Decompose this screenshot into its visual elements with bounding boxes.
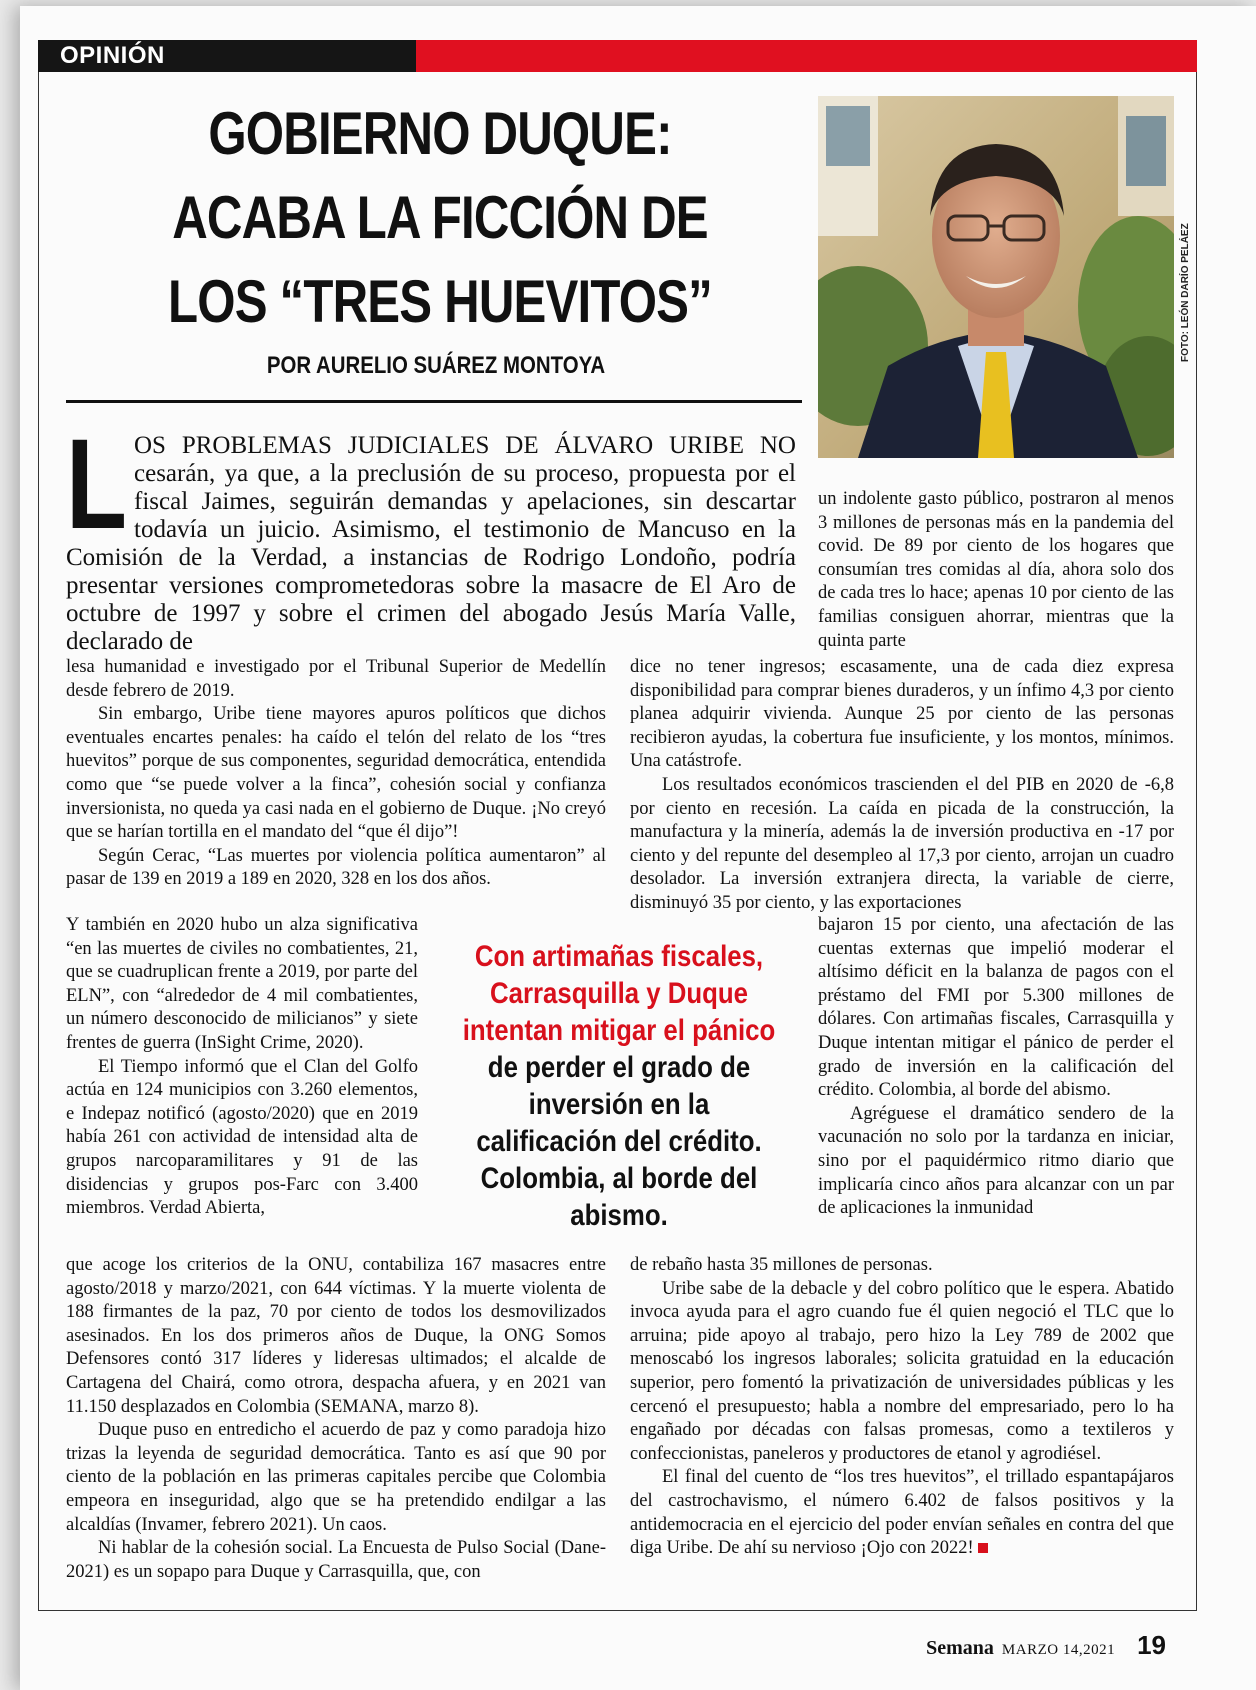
paragraph: Según Cerac, “Las muertes por violencia política aumentaron” al pasar de 139 en 2019 a 189 en 2020, 328 en los dos años. [66,845,606,890]
paragraph: un indolente gasto público, postraron al menos 3 millones de personas más en la pandemia del covid. De 89 por ciento de los hogares que consumían tres comidas al día, ahora solo dos de cada tres lo hace; apenas 10 por ciento de las familias consiguen ahorrar, mientras que la quinta parte [818,489,1174,651]
end-mark-icon [978,1543,988,1553]
paragraph: Y también en 2020 hubo un alza significativa “en las muertes de civiles no combatientes, 21, que se cuadruplican frente a 2019, por parte del ELN”, con “alrededor de 4 mil combatientes, un número desconocido de milicianos” y siete frentes de guerra (InSight Crime, 2020). [66,915,418,1053]
paragraph: Sin embargo, Uribe tiene mayores apuros políticos que dichos eventuales encartes penales: ha caído el telón del relato de los “tres huevitos” porque de sus componentes, seguridad democrática, entendida como que “se puede volver a la finca”, cohesión social y confianza inversionista, no queda ya casi nada en el gobierno de Duque. ¡No creyó que se harían tortilla en el mandato del “que él dijo”! [66,704,606,843]
section-label: OPINIÓN [38,40,416,72]
magazine-name: Semana [926,1637,994,1659]
pull-quote [462,938,777,1234]
headline-line-1: GOBIERNO DUQUE: [208,100,672,167]
paragraph: lesa humanidad e investigado por el Tribunal Superior de Medellín desde febrero de 2019. [66,657,606,701]
paragraph: Ni hablar de la cohesión social. La Encuesta de Pulso Social (Dane-2021) es un sopapo para Duque y Carrasquilla, que, con [66,1538,606,1582]
pull-quote-highlight: Con artimañas fiscales, Carrasquilla y Duque intentan mitigar el pánico [462,940,776,1047]
byline-rule [66,400,802,403]
column-right-bottom [630,1254,1174,1561]
author-portrait-image [818,96,1174,458]
byline: POR AURELIO SUÁREZ MONTOYA [266,352,606,379]
column-left-top [66,656,606,892]
paragraph: que acoge los criterios de la ONU, contabiliza 167 masacres entre agosto/2018 y marzo/2021, con 644 víctimas. Y la muerte violenta de 188 firmantes de la paz, 70 por ciento de todos los desmovilizados asesinados. En los dos primeros años de Duque, la ONG Somos Defensores contó 317 líderes y lideresas ultimados; el alcalde de Cartagena del Chairá, como otrora, despacha afuera, y en 2021 van 11.150 desplazados en Colombia (SEMANA, marzo 8). [66,1255,606,1417]
author-photo [818,96,1174,458]
lead-text: OS PROBLEMAS JUDICIALES DE ÁLVARO URIBE NO cesarán, ya que, a la preclusión de su proceso, propuesta por el fiscal Jaimes, seguirán demandas y apelaciones, sin descartar todavía un juicio. Asimismo, el testimonio de Mancuso en la Comisión de la Verdad, a instancias de Rodrigo Londoño, podría presentar versiones comprometedoras sobre la masacre de El Aro de octubre de 1997 y sobre el crimen del abogado Jesús María Valle, declarado de [66,432,796,655]
page-number: 19 [1137,1630,1166,1660]
column-right-mid [630,656,1174,916]
headline-line-2: ACABA LA FICCIÓN DE [172,184,708,251]
headline [128,92,751,344]
paragraph: Los resultados económicos trascienden el del PIB en 2020 de -6,8 por ciento en recesión. La caída en picada de la construcción, la manufactura y la minería, además la de inversión productiva en -17 por ciento y del repunte del desempleo al 17,3 por ciento, arrojan un cuadro desolador. La inversión extranjera directa, la variable de cierre, disminuyó 35 por ciento, y las exportaciones [630,774,1174,913]
closing-text: El final del cuento de “los tres huevitos”, el trillado espantapájaros del castrochavismo, el número 6.402 de falsos positivos y la antidemocracia en el ejercicio del poder envían señales en contra del que diga Uribe. De ahí su nervioso ¡Ojo con 2022! [630,1467,1174,1559]
headline-line-3: LOS “TRES HUEVITOS” [168,268,712,335]
lead-paragraph [66,413,796,656]
issue-date: MARZO 14,2021 [1001,1642,1116,1658]
paragraph: bajaron 15 por ciento, una afectación de las cuentas externas que impelió moderar el altísimo déficit en la balanza de pagos con el préstamo del FMI por 5.300 millones de dólares. Con artimañas fiscales, Carrasquilla y Duque intentan mitigar el pánico de perder el grado de inversión en la calificación del crédito. Colombia, al borde del abismo. [818,915,1174,1101]
pull-quote-rest: de perder el grado de inversión en la calificación del crédito. Colombia, al borde del abismo. [476,1051,762,1232]
drop-cap: L [66,413,127,556]
paragraph: Agréguese el dramático sendero de la vacunación no solo por la tardanza en iniciar, sino por el paquidérmico ritmo diario que implicaría cinco años para alcanzar con un par de aplicaciones la inmunidad [818,1103,1174,1219]
section-bar [38,40,1197,72]
paragraph: Uribe sabe de la debacle y del cobro político que le espera. Abatido invoca ayuda para el agro cuando fue él quien negoció el TLC que lo arruina; pide apoyo al trabajo, pero hizo la Ley 789 de 2002 que menoscabó los ingresos laborales; solicita gratuidad en la educación superior, pero fomentó la privatización de universidades públicas y les cercenó el presupuesto; habla a nombre del empresariado, pero lo ha engañado por décadas con falsas promesas, como a textileros y confeccionistas, paneleros y productores de etanol y agrodiésel. [630,1278,1174,1464]
page-footer [926,1630,1166,1661]
paragraph: El Tiempo informó que el Clan del Golfo actúa en 124 municipios con 3.260 elementos, e Indepaz notificó (agosto/2020) que en 2019 había 261 con actividad de intensidad alta de grupos narcoparamilitares y 91 de las disidencias y grupos pos-Farc con 3.400 miembros. Verdad Abierta, [66,1056,418,1219]
paragraph: de rebaño hasta 35 millones de personas. [630,1255,933,1275]
column-right-narrow [818,914,1174,1221]
column-left-narrow [66,914,418,1221]
paragraph [630,1466,1174,1560]
photo-credit: FOTO: LEÓN DARÍO PELÁEZ [1180,223,1191,362]
paragraph: Duque puso en entredicho el acuerdo de paz y como paradoja hizo trizas la leyenda de seguridad democrática. Tanto es así que 90 por ciento de la población en las primeras capitales percibe que Colombia empeora en inseguridad, algo que se ha pretendido endilgar a las alcaldías (Invamer, febrero 2021). Un caos. [66,1420,606,1535]
section-bar-accent [416,40,1197,72]
paragraph: dice no tener ingresos; escasamente, una de cada diez expresa disponibilidad para comprar bienes duraderos, y un ínfimo 4,3 por ciento planea adquirir vivienda. Aunque 25 por ciento de las personas recibieron ayudas, la cobertura fue insuficiente, y los montos, mínimos. Una catástrofe. [630,657,1174,772]
column-left-bottom [66,1254,606,1584]
column-right-top [818,488,1174,653]
